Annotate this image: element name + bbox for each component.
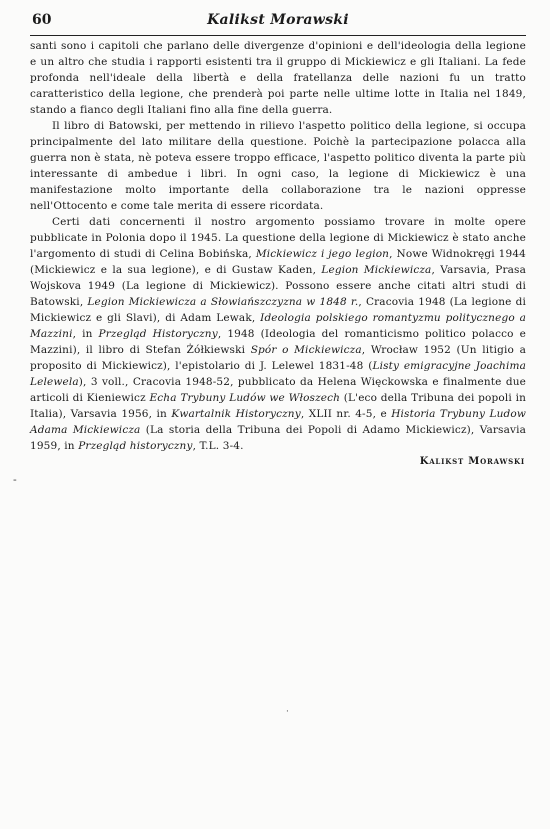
journal-title: Przegląd historyczny [78,440,193,452]
text-run: , Wrocław 1952 (Un litigio a proposito di Mickiewicz), l'epistolario di J. Lelewel 1831-48 ( [30,344,526,372]
margin-dash-mark: - [13,473,17,486]
book-title: Legion Mickiewicza a Słowiańszczyzna w 1848 r. [87,296,359,308]
body-text [30,38,526,467]
text-run: , Varsavia, Prasa Wojskova 1949 (La legione di Mickiewicz). Possono essere anche citati altri studi di Batowski, [30,264,526,308]
text-run: , Cracovia 1948 (La legione di Mickiewicz e gli Slavi), di Adam Lewak, [30,296,526,324]
page-number: 60 [32,12,52,28]
text-run: , in [72,328,99,340]
text-run: , T.L. 3-4. [192,440,244,452]
article-title: Echa Trybuny Ludów we Włoszech [149,392,341,404]
book-title: Legion Mickiewicza [321,264,432,276]
paragraph-2: Il libro di Batowski, per mettendo in rilievo l'aspetto politico della legione, si occupa principalmente del lato militare della questione. Poichè la partecipazione polacca alla guerra non è stata, nè poteva essere troppo efficace, l'aspetto politico diventa la parte più interessante di ambedue i libri. In ogni caso, la legione di Mickiewicz è una manifestazione molto importante della collaborazione tra le nazioni oppresse nell'Ottocento e come tale merita di essere ricordata. [30,120,526,212]
text-run: , Nowe Widnokręgi 1944 (Mickiewicz e la sua legione), e di Gustaw Kaden, [30,248,527,276]
paragraph-1: santi sono i capitoli che parlano delle divergenze d'opinioni e dell'ideologia della legione e un altro che studia i rapporti esistenti tra il gruppo di Mickiewicz e gli Italiani. La fede profonda nell'ideale della libertà e della fratellanza delle nazioni fu un tratto caratteristico della legione, che prenderà poi parte nelle ultime lotte in Italia nel 1849, stando a fianco degli Italiani fino alla fine della guerra. [30,40,526,116]
article-title: Historia Trybuny Ludow Adama Mickiewicza [30,408,526,436]
text-run: Certi dati concernenti il nostro argomento possiamo trovare in molte opere pubblicate in Polonia dopo il 1945. La questione della legione di Mickiewicz è stato anche l'argomento di studi di Celina Bobińska, [30,216,526,260]
text-run: (La storia della Tribuna dei Popoli di Adamo Mickiewicz), Varsavia 1959, in [30,424,526,452]
book-title: Mickiewicz i jego legion [255,248,390,260]
book-title: Spór o Mickiewicza [250,344,362,356]
bottom-dot-mark: · [286,707,289,717]
text-run: , XLII nr. 4-5, e [300,408,392,420]
paragraph-3 [30,214,526,454]
text-run: (L'eco della Tribuna dei popoli in Italia), Varsavia 1956, in [30,392,526,420]
running-head: Kalikst Morawski [207,12,349,28]
book-title: Ideologia polskiego romantyzmu politycznego a Mazzini [30,312,526,340]
text-run: , 1948 (Ideologia del romanticismo politico polacco e Mazzini), il libro di Stefan Żółkiewski [30,328,526,356]
author-signature: Kalikst Morawski [419,456,525,467]
journal-title: Przegląd Historyczny [98,328,218,340]
book-title: Listy emigracyjne Joachima Lelewela [30,360,526,388]
text-run: ), 3 voll., Cracovia 1948-52, pubblicato da Helena Więckowska e finalmente due articoli di Kieniewicz [30,376,526,404]
page-header [30,12,526,34]
header-rule [30,35,526,36]
journal-title: Kwartalnik Historyczny [171,408,301,420]
